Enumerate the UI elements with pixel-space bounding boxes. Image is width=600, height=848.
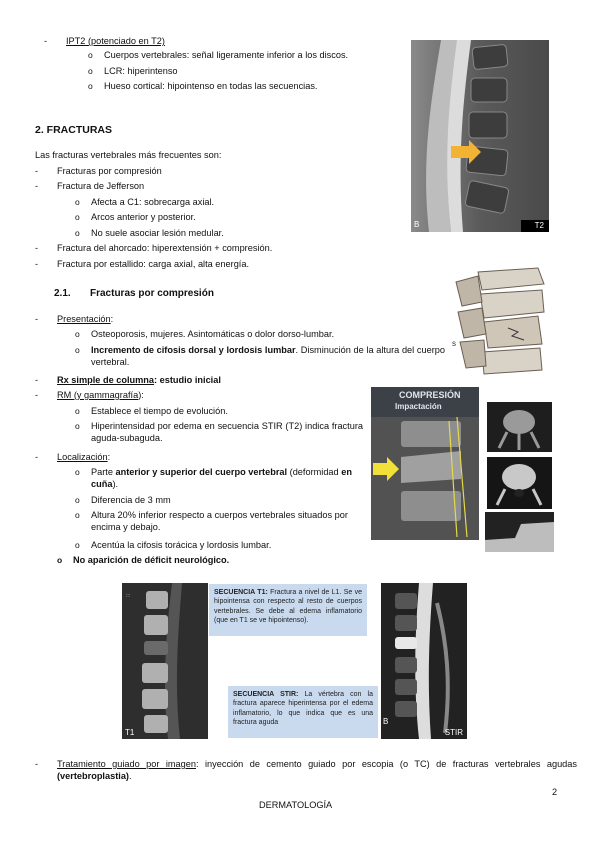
list-item: - Fractura por estallido: carga axial, alta energía. xyxy=(57,259,249,271)
subsection-title: Fracturas por compresión xyxy=(90,288,214,299)
list-item: o Incremento de cifosis dorsal y lordosis lumbar. Disminución de la altura del cuerpo vertebral. xyxy=(91,345,445,369)
list-item: - Fractura de Jefferson xyxy=(57,181,144,193)
list-item: o Hiperintensidad por edema en secuencia STIR (T2) indica fractura aguda-subaguda. xyxy=(91,421,363,445)
list-item: o Diferencia de 3 mm xyxy=(91,495,171,507)
ipt2-header: - IPT2 (potenciado en T2) xyxy=(66,36,165,48)
list-item: o Altura 20% inferior respecto a cuerpos vertebrales situados por encima y debajo. xyxy=(91,510,363,534)
mri-t2-image xyxy=(411,40,549,232)
vertebra-illustration xyxy=(448,262,552,376)
mri-t2-label-b: B xyxy=(414,219,420,229)
page-number: 2 xyxy=(552,787,558,797)
t1-caption: SECUENCIA T1: Fractura a nivel de L1. Se ve hipointensa con respecto al resto de cuerpos vertebrales. Se debe al edema inflamatorio (que en T1 se ve hipointenso). xyxy=(209,584,367,636)
mri-stir-image xyxy=(381,583,467,739)
compresion-xray-image xyxy=(371,387,479,540)
mri-stir-label-b: B xyxy=(383,716,389,726)
ct-sagittal-image xyxy=(485,512,554,552)
list-item: o LCR: hiperintenso xyxy=(104,66,178,78)
svg-text:s: s xyxy=(452,339,456,348)
ct-axial-image-2 xyxy=(487,457,552,509)
list-item: o No suele asociar lesión medular. xyxy=(91,228,224,240)
mri-t1-image xyxy=(122,583,208,739)
mri-t2-label-t2: T2 xyxy=(534,220,544,230)
list-item: o Hueso cortical: hipointenso en todas las secuencias. xyxy=(104,81,317,93)
list-item: o Cuerpos vertebrales: señal ligeramente inferior a los discos. xyxy=(104,50,348,62)
compresion-title: COMPRESIÓN xyxy=(399,390,461,400)
list-item: o Parte anterior y superior del cuerpo vertebral (deformidad en cuña). xyxy=(91,467,363,491)
list-item: - Fracturas por compresión xyxy=(57,166,162,178)
rx-item: - Rx simple de columna: estudio inicial xyxy=(57,375,221,387)
footer-subject: DERMATOLOGÍA xyxy=(259,800,333,810)
svg-text::::: ::: xyxy=(126,593,131,599)
compresion-subtitle: Impactación xyxy=(395,402,442,411)
list-item: o Establece el tiempo de evolución. xyxy=(91,406,228,418)
presentacion-label: - Presentación: xyxy=(57,314,113,326)
rm-label: - RM (y gammagrafía): xyxy=(57,390,144,402)
section-title-fracturas: 2. FRACTURAS xyxy=(35,124,113,136)
no-deficit-item: o No aparición de déficit neurológico. xyxy=(73,555,229,567)
list-item: o Acentúa la cifosis torácica y lordosis lumbar. xyxy=(91,540,271,552)
mri-stir-label: STIR xyxy=(444,727,463,737)
ct-axial-image-1 xyxy=(487,402,552,452)
stir-caption: SECUENCIA STIR: La vértebra con la fractura aparece hiperintensa por el edema inflamatorio, lo que indica que es una fractura aguda xyxy=(228,686,378,738)
list-item: - Fractura del ahorcado: hiperextensión + compresión. xyxy=(57,243,272,255)
localizacion-label: - Localización: xyxy=(57,452,110,464)
list-item: o Osteoporosis, mujeres. Asintomáticas o dolor dorso-lumbar. xyxy=(91,329,334,341)
tratamiento-item: - Tratamiento guiado por imagen: inyección de cemento guiado por escopia (o TC) de fracturas vertebrales agudas (vertebroplastia). xyxy=(57,759,577,783)
subsection-number: 2.1. xyxy=(54,288,71,299)
mri-t1-label: T1 xyxy=(125,727,135,737)
list-item: o Arcos anterior y posterior. xyxy=(91,212,196,224)
section-intro: Las fracturas vertebrales más frecuentes son: xyxy=(35,150,222,160)
list-item: o Afecta a C1: sobrecarga axial. xyxy=(91,197,214,209)
